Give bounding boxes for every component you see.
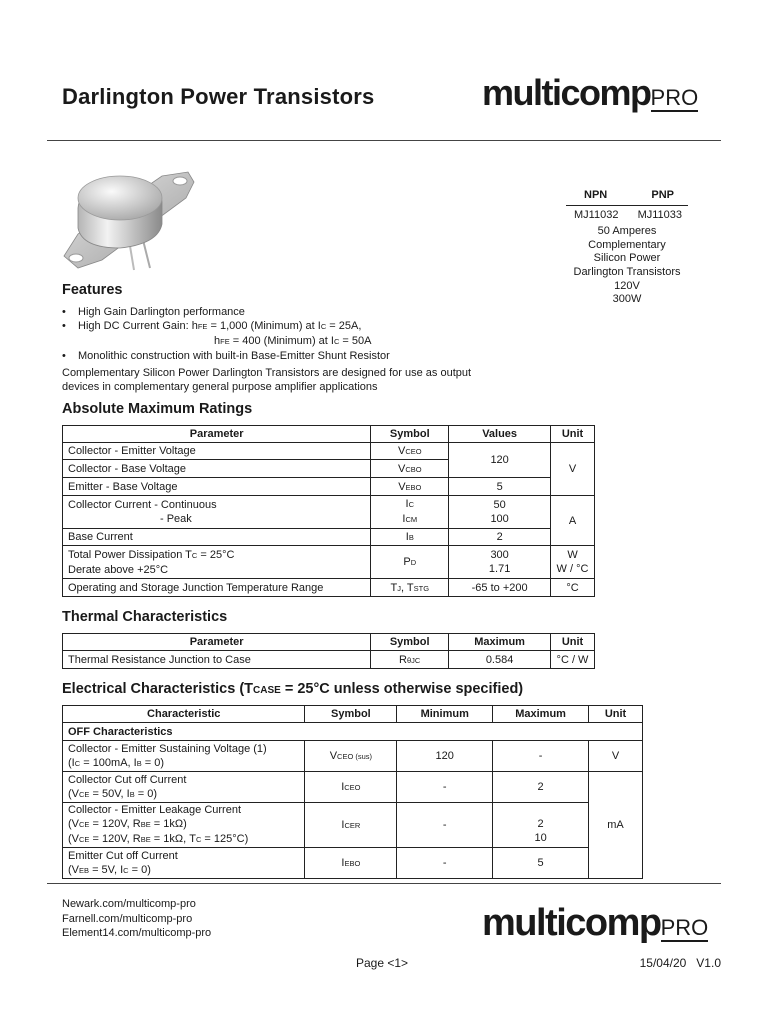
feature-item-continued: hFE = 400 (Minimum) at IC = 50A	[214, 335, 372, 347]
header-divider	[47, 140, 721, 141]
summary-line: 50 Amperes	[597, 225, 657, 238]
summary-line: 120V	[614, 279, 640, 292]
table-row: Collector Current - Continuous - Peak IC ICM 50 100 A	[63, 496, 595, 529]
footer-divider	[47, 883, 721, 884]
page-title: Darlington Power Transistors	[62, 84, 375, 109]
table-row: Collector - Emitter Sustaining Voltage (1) (IC = 100mA, IB = 0) VCEO (sus) 120 - V	[63, 741, 643, 772]
table-row: Collector Cut off Current (VCE = 50V, IB = 0) ICEO - 2 mA	[63, 772, 643, 803]
revision-date: 15/04/20 V1.0	[639, 956, 721, 970]
table-row: Collector - Emitter Leakage Current (VCE = 120V, RBE = 1kΩ) (VCE = 120V, RBE = 1kΩ, TC = 125°C) ICER - 2 10	[63, 803, 643, 848]
logo-main: multicomp	[482, 72, 651, 113]
npn-label: NPN	[584, 189, 608, 201]
thermal-heading: Thermal Characteristics	[62, 609, 228, 625]
electrical-table: Characteristic Symbol Minimum Maximum Unit OFF Characteristics Collector - Emitter Sustaining Voltage (1) (IC = 100mA, IB = 0) VCEO (sus) 120 - V Collector Cut off Current (VCE = 50V, IB = 0) ICEO - 2 mA Collector - Emitter Leakage Current (VCE = 120V, RBE = 1kΩ) (VCE = 120V, RBE = 1kΩ, TC = 125°C) ICER - 2 10 Emitter Cut off Current (VEB = 5V, IC = 0) IEBO - 5	[62, 705, 643, 879]
page-number: Page <1>	[356, 956, 409, 970]
table-row: Operating and Storage Junction Temperature Range TJ, TSTG -65 to +200 °C	[63, 579, 595, 597]
feature-item: • High Gain Darlington performance	[62, 306, 245, 318]
table-row: Base Current IB 2	[63, 529, 595, 546]
feature-item: • Monolithic construction with built-in Base-Emitter Shunt Resistor	[62, 350, 390, 362]
footer-link-element14[interactable]: Element14.com/multicomp-pro	[62, 927, 212, 939]
footer-link-newark[interactable]: Newark.com/multicomp-pro	[62, 898, 196, 910]
features-list	[62, 305, 522, 363]
table-row: Collector - Emitter Voltage VCEO 120 V	[63, 443, 595, 460]
part-summary	[566, 189, 688, 307]
feature-item: • High DC Current Gain: hFE = 1,000 (Minimum) at IC = 25A,	[62, 320, 362, 332]
table-row: Total Power Dissipation TC = 25°C Derate above +25°C PD 300 1.71 W W / °C	[63, 546, 595, 579]
table-row: Emitter - Base Voltage VEBO 5	[63, 478, 595, 496]
section-label: OFF Characteristics	[63, 723, 643, 741]
pnp-label: PNP	[651, 189, 674, 201]
table-row: Thermal Resistance Junction to Case RθJC 0.584 °C / W	[63, 651, 595, 669]
logo-suffix: PRO	[650, 85, 699, 110]
logo-suffix: PRO	[660, 915, 709, 940]
summary-line: Silicon Power	[593, 252, 661, 265]
brand-logo	[482, 72, 698, 114]
footer-links	[62, 897, 211, 941]
npn-part: MJ11032	[574, 208, 619, 221]
summary-line: 300W	[612, 293, 642, 306]
summary-line: Darlington Transistors	[573, 265, 681, 278]
table-row: Emitter Cut off Current (VEB = 5V, IC = 0) IEBO - 5	[63, 848, 643, 879]
features-heading: Features	[62, 282, 123, 298]
table-row: Collector - Base Voltage VCBO	[63, 460, 595, 478]
abs-max-heading: Absolute Maximum Ratings	[62, 401, 253, 417]
features-description: Complementary Silicon Power Darlington Transistors are designed for use as output devices in complementary general purpose amplifier applications	[62, 367, 472, 393]
transistor-photo	[58, 168, 198, 272]
footer-logo	[482, 902, 708, 945]
thermal-table: Parameter Symbol Maximum Unit Thermal Resistance Junction to Case RθJC 0.584 °C / W	[62, 633, 595, 669]
abs-max-table: Parameter Symbol Values Unit Collector - Emitter Voltage VCEO 120 V Collector - Base Voltage VCBO Emitter - Base Voltage VEBO 5 Collector Current - Continuous - Peak IC ICM 50 100 A Base Current IB 2 Total Power Dissipation TC = 25°C Derate above +25°C PD 300 1.71 W W / °C Operating and Storage Junction Temperature Range TJ, TSTG -65 to +200 °C	[62, 425, 595, 597]
pnp-part: MJ11033	[637, 208, 682, 221]
summary-line: Complementary	[588, 238, 666, 251]
footer-link-farnell[interactable]: Farnell.com/multicomp-pro	[62, 912, 193, 925]
electrical-heading: Electrical Characteristics (TCASE = 25°C unless otherwise specified)	[62, 681, 524, 697]
logo-main: multicomp	[482, 902, 661, 944]
